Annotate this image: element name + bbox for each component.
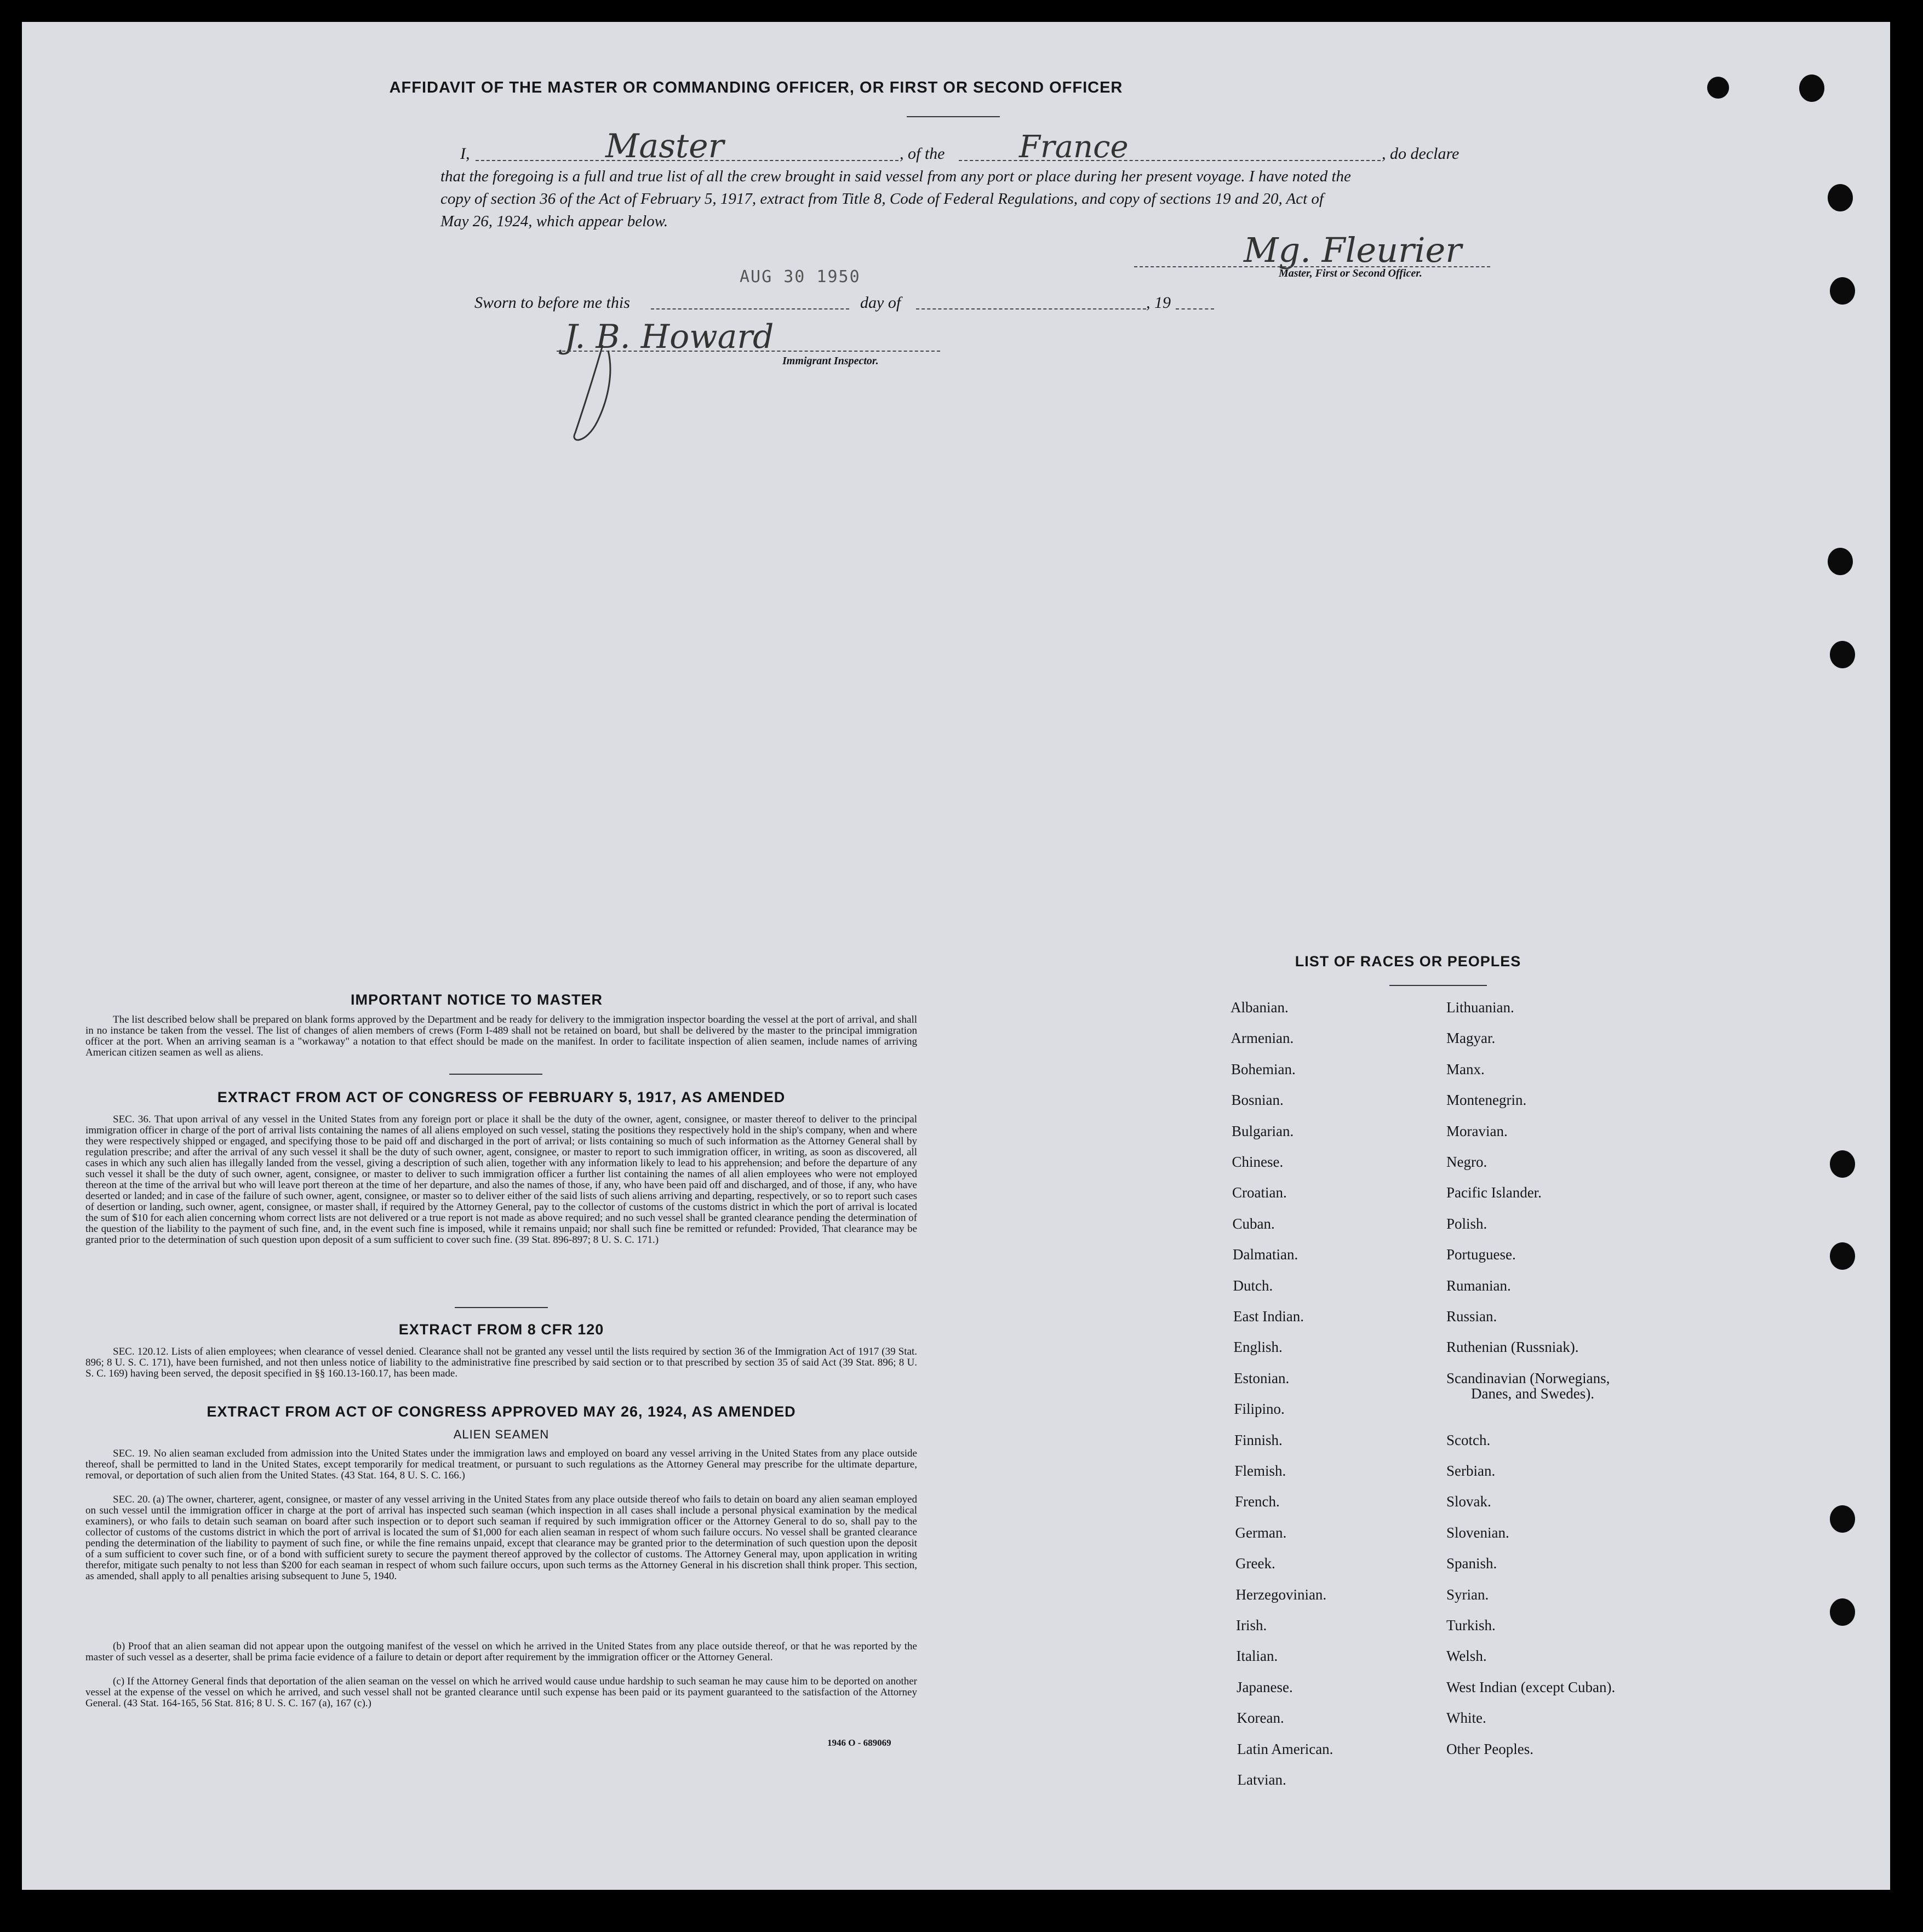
race-item: Polish. xyxy=(1446,1215,1487,1232)
affidavit-i: I, xyxy=(460,145,470,163)
race-item: English. xyxy=(1233,1339,1283,1356)
race-item: Syrian. xyxy=(1446,1586,1489,1603)
sec20c-text: (c) If the Attorney General finds that deportation of the alien seaman on the vessel on which he arrived would cause undue hardship to such seaman he may cause him to be deported on another vessel at the expense of the vessel on which he arrived, and such vessel shall not be granted clearance until such expense has been paid or its payment guaranteed to the satisfaction of the Attorney General. (43 Stat. 164-165, 56 Stat. 816; 8 U. S. C. 167 (a), 167 (c).) xyxy=(85,1676,917,1709)
officer-signature: Mg. Fleurier xyxy=(1244,230,1462,270)
sworn-day-field[interactable] xyxy=(651,308,849,309)
race-item: Filipino. xyxy=(1234,1401,1285,1418)
race-item: Turkish. xyxy=(1446,1617,1496,1633)
race-item: Latin American. xyxy=(1237,1740,1333,1757)
race-item: Albanian. xyxy=(1231,999,1289,1016)
race-item: Estonian. xyxy=(1234,1369,1290,1386)
sworn-text: Sworn to before me this xyxy=(474,294,630,312)
race-item: West Indian (except Cuban). xyxy=(1446,1678,1616,1695)
race-item: Slovenian. xyxy=(1446,1524,1509,1541)
race-item: Chinese. xyxy=(1232,1154,1284,1170)
race-item: Welsh. xyxy=(1446,1648,1487,1665)
race-item: Armenian. xyxy=(1231,1030,1294,1047)
race-item: Dalmatian. xyxy=(1233,1246,1298,1263)
race-item: Portuguese. xyxy=(1446,1246,1516,1263)
inspector-caption: Immigrant Inspector. xyxy=(782,355,879,367)
title-rule xyxy=(907,116,1000,117)
day-of-text: day of xyxy=(860,294,901,312)
extract-1924-subtitle: ALIEN SEAMEN xyxy=(453,1427,550,1441)
race-item: White. xyxy=(1446,1710,1486,1727)
affidavit-title: AFFIDAVIT OF THE MASTER OR COMMANDING OFFICER, OR FIRST OR SECOND OFFICER xyxy=(389,79,1123,96)
race-item: Korean. xyxy=(1237,1710,1284,1727)
sec20b-text: (b) Proof that an alien seaman did not appear upon the outgoing manifest of the vessel on which he arrived in the United States from any place outside thereof, or that he was reported by the master of such vessel as a deserter, shall be prima facie evidence of a failure to detain or deport after requirement by the immigration officer or the Attorney General. xyxy=(85,1641,917,1663)
races-rule xyxy=(1389,985,1487,986)
notice-title: IMPORTANT NOTICE TO MASTER xyxy=(351,991,603,1008)
section-rule xyxy=(449,1074,542,1075)
race-item: French. xyxy=(1235,1493,1280,1510)
extract-1917-title: EXTRACT FROM ACT OF CONGRESS OF FEBRUARY 5, 1917, AS AMENDED xyxy=(217,1089,786,1105)
affidavit-body-3: May 26, 1924, which appear below. xyxy=(440,213,668,230)
race-item: Croatian. xyxy=(1232,1184,1287,1201)
race-item: Ruthenian (Russniak). xyxy=(1446,1339,1579,1356)
race-item: Spanish. xyxy=(1446,1555,1497,1572)
inspector-signature-flourish xyxy=(559,340,636,449)
race-item: Irish. xyxy=(1236,1617,1267,1633)
punch-hole xyxy=(1828,548,1853,575)
sworn-month-field[interactable] xyxy=(916,308,1146,309)
affidavit-do-declare: , do declare xyxy=(1382,145,1460,163)
race-item: Moravian. xyxy=(1446,1122,1508,1139)
punch-hole xyxy=(1830,1598,1855,1626)
race-item: Bosnian. xyxy=(1231,1092,1284,1109)
race-item: Italian. xyxy=(1236,1648,1278,1665)
race-item: Greek. xyxy=(1235,1555,1275,1572)
notice-text: The list described below shall be prepared on blank forms approved by the Department and be ready for delivery to the immigration inspector boarding the vessel at the port of arrival, and shall in no instance be taken from the vessel. The list of changes of alien members of crews (Form I-489 shall not be retained on board, but shall be delivered by the master to the principal immigration officer at the port. When an arriving seaman is a "workaway" a notation to that effect should be made on the manifest. In order to facilitate inspection of alien seamen, include names of arriving American citizen seamen as well as aliens. xyxy=(85,1014,917,1058)
punch-hole xyxy=(1830,277,1855,305)
race-item: Scotch. xyxy=(1446,1431,1491,1448)
year-prefix: , 19 xyxy=(1146,294,1171,312)
section-rule xyxy=(455,1307,548,1308)
race-item: Manx. xyxy=(1446,1060,1485,1077)
race-item: Russian. xyxy=(1446,1308,1497,1325)
officer-caption: Master, First or Second Officer. xyxy=(1279,267,1422,279)
race-item: Scandinavian (Norwegians, xyxy=(1446,1369,1610,1386)
extract-1924-title: EXTRACT FROM ACT OF CONGRESS APPROVED MAY 26, 1924, AS AMENDED xyxy=(207,1403,796,1420)
races-title: LIST OF RACES OR PEOPLES xyxy=(1295,953,1521,970)
punch-hole xyxy=(1830,1505,1855,1533)
extract-cfr-text: SEC. 120.12. Lists of alien employees; when clearance of vessel denied. Clearance shall not be granted any vessel until the lists required by section 36 of the Immigration Act of 1917 (39 Stat. 896; 8 U. S. C. 171), have been furnished, and not then unless notice of liability to the administrative fine prescribed by said section or to that prescribed by section 35 of said Act (39 Stat. 896; 8 U. S. C. 169) having been served, the deposit specified in §§ 160.13-160.17, has been made. xyxy=(85,1346,917,1379)
race-item: Montenegrin. xyxy=(1446,1092,1527,1109)
race-item: Pacific Islander. xyxy=(1446,1184,1542,1201)
race-item: German. xyxy=(1235,1524,1287,1541)
extract-1917-text: SEC. 36. That upon arrival of any vessel in the United States from any foreign port or place it shall be the duty of the owner, agent, consignee, or master thereof to deliver to the principal immigration officer in charge of the port of arrival lists containing the names of all aliens employed on such vessel, stating the positions they respectively hold in the ship's company, when and where they were respectively shipped or engaged, and specifying those to be paid off and discharged in the port of arrival; or lists containing so much of such information as the Attorney General shall by regulation prescribe; and after the arrival of any such vessel it shall be the duty of such owner, agent, consignee, or master to report to such immigration officer, in writing, as soon as discovered, all cases in which any such alien has illegally landed from the vessel, giving a description of such alien, together with any information likely to lead to his apprehension; and before the departure of any such vessel it shall be the duty of such owner, agent, consignee, or master to deliver to such immigration officer a further list containing the names of all alien employees who were not employed thereon at the time of the arrival but who will leave port thereon at the time of her departure, and also the names of those, if any, who have been paid off and discharged, and of those, if any, who have deserted or landed; and in case of the failure of such owner, agent, consignee, or master so to deliver either of the said lists of such aliens arriving and departing, respectively, or so to report such cases of desertion or landing, such owner, agent, consignee, or master shall, if required by the Attorney General, pay to the collector of customs of the customs district in which the port of arrival is located the sum of $10 for each alien concerning whom correct lists are not delivered or a true report is not made as above required; and no such vessel shall be granted clearance pending the determination of the question of the liability to the payment of such fine, and, in the event such fine is imposed, while it remains unpaid; nor shall such fine be remitted or refunded: Provided, That clearance may be granted prior to the determination of such question upon deposit of a sum sufficient to cover such fine. (39 Stat. 896-897; 8 U. S. C. 171.) xyxy=(85,1114,917,1246)
vessel-handwriting: France xyxy=(1019,129,1129,165)
affidavit-of-the: , of the xyxy=(900,145,945,163)
race-item: Bulgarian. xyxy=(1232,1122,1294,1139)
punch-hole xyxy=(1828,184,1853,211)
punch-hole xyxy=(1830,1150,1855,1178)
sec20a-text: SEC. 20. (a) The owner, charterer, agent, consignee, or master of any vessel arriving in the United States from any place outside thereof who fails to detain on board any alien seaman employed on such vessel until the immigration officer in charge at the port of arrival has inspected such seaman (which inspection in all cases shall include a personal physical examination by the medical examiners), or who fails to detain such seaman on board after such inspection or to deport such seaman if required by such immigration officer or the Attorney General to do so, shall pay to the collector of customs of the customs district in which the port of arrival is located the sum of $1,000 for each alien seaman in respect of whom such failure occurs. No vessel shall be granted clearance pending the determination of the liability to payment of such fine, or while the fine remains unpaid, except that clearance may be granted prior to the determination of such question upon the deposit of a sum sufficient to cover such fine, or of a bond with sufficient surety to secure the payment thereof approved by the collector of customs. The Attorney General may, upon application in writing therefor, mitigate such penalty to not less than $200 for each seaman in respect of whom such failure occurs, upon such terms as the Attorney General in his discretion shall think proper. This section, as amended, shall apply to all penalties arising subsequent to June 5, 1940. xyxy=(85,1494,917,1582)
race-item: Dutch. xyxy=(1233,1277,1273,1294)
race-item: Slovak. xyxy=(1446,1493,1491,1510)
race-item: Cuban. xyxy=(1232,1215,1275,1232)
race-item: Rumanian. xyxy=(1446,1277,1511,1294)
date-stamp: AUG 30 1950 xyxy=(740,267,861,286)
inspector-signature-line[interactable] xyxy=(557,351,940,352)
race-item: East Indian. xyxy=(1233,1308,1304,1325)
document-page xyxy=(22,22,1890,1890)
extract-cfr-title: EXTRACT FROM 8 CFR 120 xyxy=(398,1321,604,1338)
race-item: Japanese. xyxy=(1237,1678,1293,1695)
punch-hole xyxy=(1707,77,1729,99)
race-item: Lithuanian. xyxy=(1446,999,1514,1016)
race-item: Negro. xyxy=(1446,1154,1487,1170)
sworn-year-field[interactable] xyxy=(1176,308,1214,309)
race-item: Serbian. xyxy=(1446,1463,1496,1479)
punch-hole xyxy=(1830,1242,1855,1270)
race-item: Danes, and Swedes). xyxy=(1471,1385,1594,1402)
race-item: Finnish. xyxy=(1234,1431,1283,1448)
inspector-signature: J. B. Howard xyxy=(564,318,774,356)
affidavit-body-2: copy of section 36 of the Act of February 5, 1917, extract from Title 8, Code of Federal Regulations, and copy of sections 19 and 20, Act of xyxy=(440,190,1324,208)
punch-hole xyxy=(1830,641,1855,668)
affidavit-body-1: that the foregoing is a full and true list of all the crew brought in said vessel from any port or place during her present voyage. I have noted the xyxy=(440,168,1351,185)
race-item: Bohemian. xyxy=(1231,1060,1296,1077)
sec19-text: SEC. 19. No alien seaman excluded from admission into the United States under the immigration laws and employed on board any vessel arriving in the United States from any place outside thereof, shall be permitted to land in the United States, except temporarily for medical treatment, or pursuant to such regulations as the Attorney General may prescribe for the ultimate departure, removal, or deportation of such alien from the United States. (43 Stat. 164, 8 U. S. C. 166.) xyxy=(85,1448,917,1481)
punch-hole xyxy=(1799,74,1824,102)
race-item: Flemish. xyxy=(1234,1463,1286,1479)
race-item: Magyar. xyxy=(1446,1030,1496,1047)
race-item: Other Peoples. xyxy=(1446,1740,1533,1757)
race-item: Latvian. xyxy=(1237,1772,1286,1788)
race-item: Herzegovinian. xyxy=(1235,1586,1327,1603)
print-code: 1946 O - 689069 xyxy=(827,1738,891,1748)
master-handwriting: Master xyxy=(605,127,724,165)
